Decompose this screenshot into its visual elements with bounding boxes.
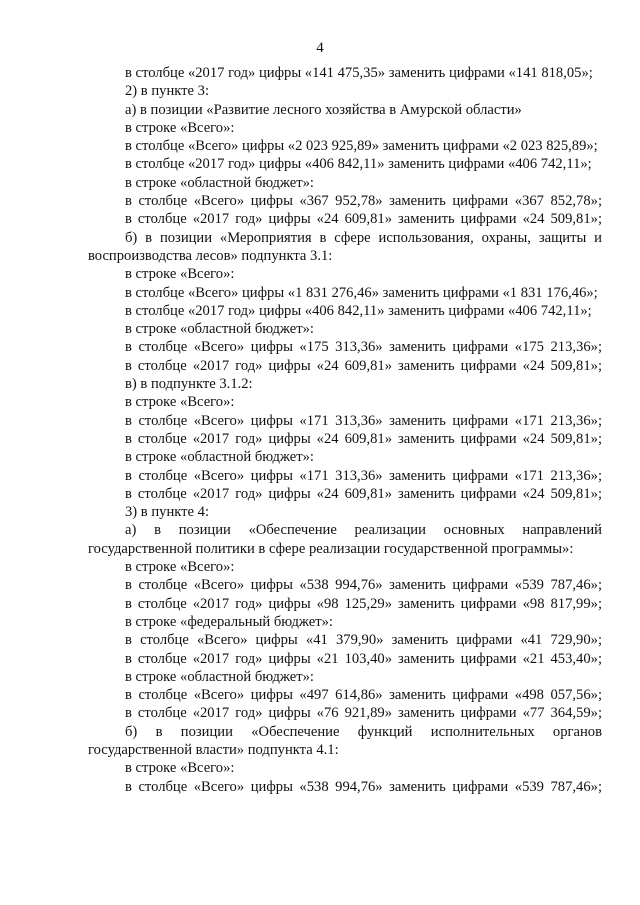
paragraph: в строке «Всего»: xyxy=(125,760,235,777)
paragraph: в столбце «2017 год» цифры «406 842,11» заменить цифрами «406 742,11»; xyxy=(125,156,592,173)
paragraph: в строке «областной бюджет»: xyxy=(125,174,314,191)
paragraph: в столбце «Всего» цифры «41 379,90» заменить цифрами «41 729,90»; xyxy=(125,632,602,649)
paragraph: в столбце «Всего» цифры «2 023 925,89» заменить цифрами «2 023 825,89»; xyxy=(125,138,598,155)
paragraph: в столбце «2017 год» цифры «141 475,35» заменить цифрами «141 818,05»; xyxy=(125,65,593,81)
paragraph: в столбце «Всего» цифры «538 994,76» заменить цифрами «539 787,46»; xyxy=(125,778,602,795)
paragraph: в столбце «Всего» цифры «171 313,36» заменить цифрами «171 213,36»; xyxy=(125,467,602,484)
paragraph: в строке «Всего»: xyxy=(125,394,235,411)
paragraph: в столбце «2017 год» цифры «76 921,89» заменить цифрами «77 364,59»; xyxy=(125,705,602,722)
paragraph: в столбце «2017 год» цифры «24 609,81» заменить цифрами «24 509,81»; xyxy=(125,430,602,447)
paragraph: в столбце «2017 год» цифры «406 842,11» заменить цифрами «406 742,11»; xyxy=(125,302,592,319)
paragraph: в строке «федеральный бюджет»: xyxy=(125,613,333,630)
paragraph: в строке «областной бюджет»: xyxy=(125,668,314,685)
paragraph: в строке «областной бюджет»: xyxy=(125,321,314,338)
paragraph: в столбце «Всего» цифры «175 313,36» заменить цифрами «175 213,36»; xyxy=(125,339,602,356)
document-body xyxy=(88,64,602,796)
paragraph: в столбце «2017 год» цифры «24 609,81» заменить цифрами «24 509,81»; xyxy=(125,357,602,374)
paragraph: в столбце «2017 год» цифры «21 103,40» заменить цифрами «21 453,40»; xyxy=(125,650,602,667)
paragraph: а) в позиции «Развитие лесного хозяйства в Амурской области» xyxy=(125,101,522,118)
paragraph: в столбце «2017 год» цифры «24 609,81» заменить цифрами «24 509,81»; xyxy=(125,211,602,228)
paragraph: в столбце «Всего» цифры «171 313,36» заменить цифрами «171 213,36»; xyxy=(125,412,602,429)
paragraph: в столбце «Всего» цифры «538 994,76» заменить цифрами «539 787,46»; xyxy=(125,577,602,594)
paragraph: в) в подпункте 3.1.2: xyxy=(125,376,253,393)
paragraph: а) в позиции «Обеспечение реализации основных направлений государственной политики в сфере реализации государственной программы»: xyxy=(88,522,602,557)
paragraph: в столбце «Всего» цифры «1 831 276,46» заменить цифрами «1 831 176,46»; xyxy=(125,284,598,301)
page-number: 4 xyxy=(316,40,324,56)
paragraph: в строке «областной бюджет»: xyxy=(125,449,314,466)
paragraph: в столбце «Всего» цифры «497 614,86» заменить цифрами «498 057,56»; xyxy=(125,687,602,704)
paragraph: 3) в пункте 4: xyxy=(125,504,210,521)
paragraph: в столбце «Всего» цифры «367 952,78» заменить цифрами «367 852,78»; xyxy=(125,193,602,210)
paragraph: б) в позиции «Обеспечение функций исполнительных органов государственной власти» подпункта 4.1: xyxy=(88,723,602,758)
paragraph: в строке «Всего»: xyxy=(125,119,235,136)
paragraph: в столбце «2017 год» цифры «24 609,81» заменить цифрами «24 509,81»; xyxy=(125,485,602,502)
paragraph: б) в позиции «Мероприятия в сфере использования, охраны, защиты и воспроизводства лесов» подпункта 3.1: xyxy=(88,229,602,264)
paragraph: 2) в пункте 3: xyxy=(125,83,210,100)
paragraph: в строке «Всего»: xyxy=(125,266,235,283)
paragraph: в столбце «2017 год» цифры «98 125,29» заменить цифрами «98 817,99»; xyxy=(125,595,602,612)
paragraph: в строке «Всего»: xyxy=(125,559,235,576)
